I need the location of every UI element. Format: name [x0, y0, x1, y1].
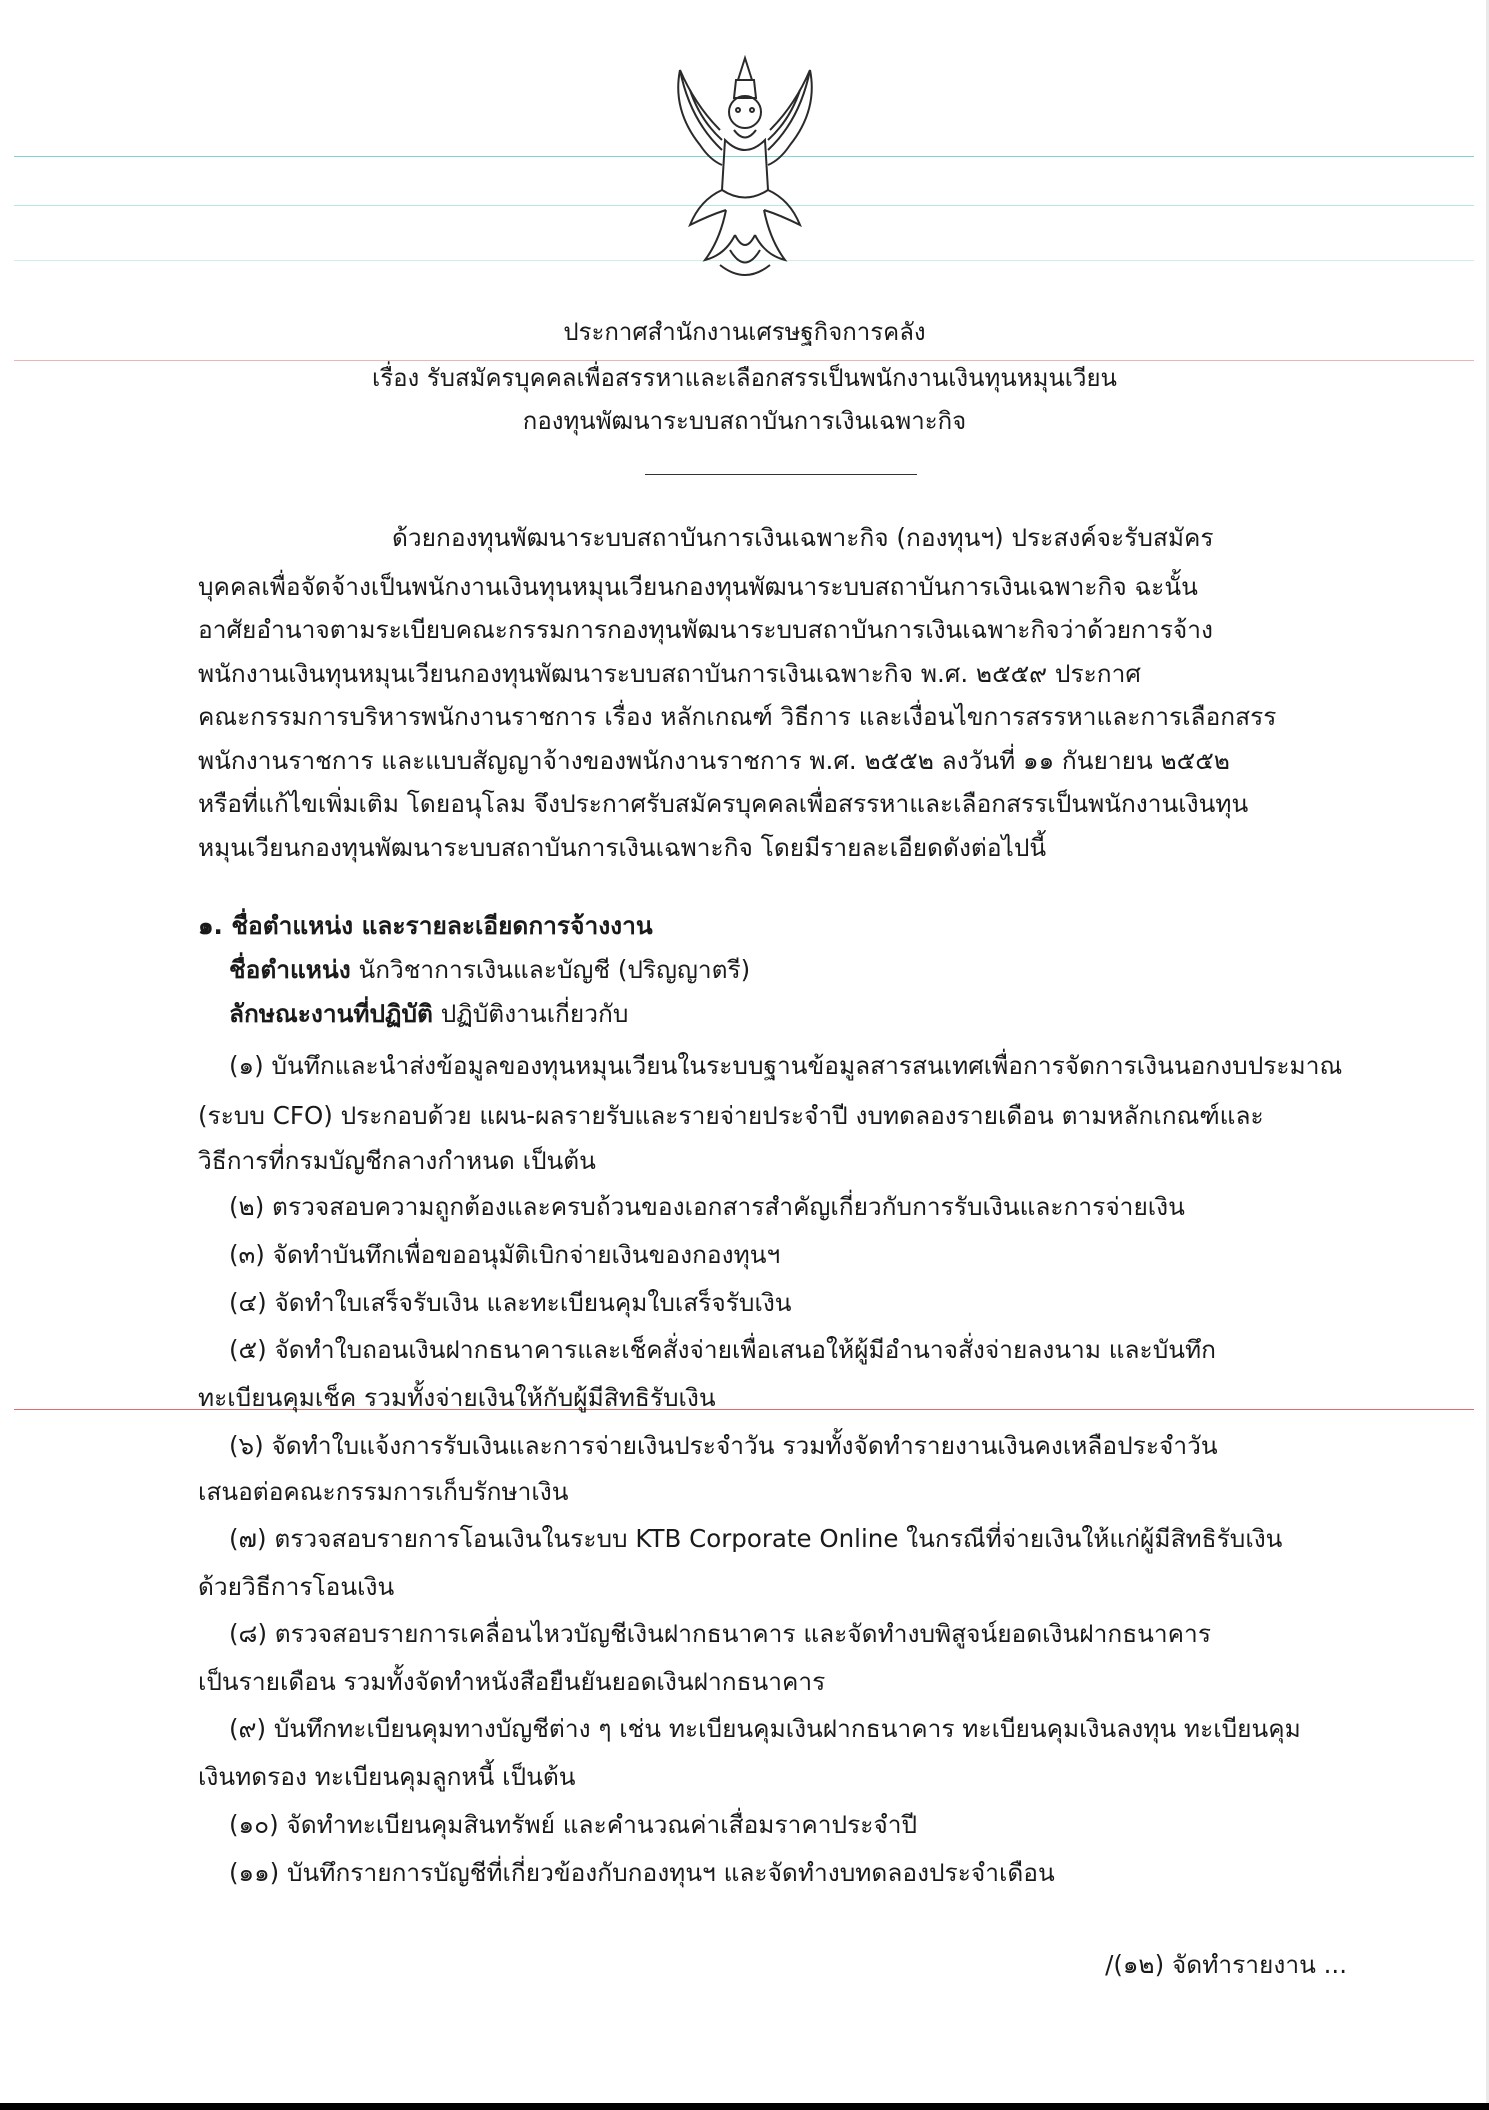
duty-line: ทะเบียนคุมเช็ค รวมทั้งจ่ายเงินให้กับผู้มีสิทธิรับเงิน [198, 1383, 716, 1412]
duty-line: (๖) จัดทำใบแจ้งการรับเงินและการจ่ายเงินประจำวัน รวมทั้งจัดทำรายงานเงินคงเหลือประจำวัน [229, 1431, 1218, 1460]
intro-line: หมุนเวียนกองทุนพัฒนาระบบสถาบันการเงินเฉพาะกิจ โดยมีรายละเอียดดังต่อไปนี้ [198, 833, 1047, 862]
position-value: นักวิชาการเงินและบัญชี (ปริญญาตรี) [350, 955, 751, 984]
intro-line: บุคคลเพื่อจัดจ้างเป็นพนักงานเงินทุนหมุนเวียนกองทุนพัฒนาระบบสถาบันการเงินเฉพาะกิจ ฉะนั้น [198, 572, 1198, 601]
duty-line: วิธีการที่กรมบัญชีกลางกำหนด เป็นต้น [198, 1146, 596, 1175]
announcement-subject: เรื่อง รับสมัครบุคคลเพื่อสรรหาและเลือกสรรเป็นพนักงานเงินทุนหมุนเวียน [372, 364, 1117, 392]
page-continuation: /(๑๒) จัดทำรายงาน ... [1105, 1950, 1347, 1979]
duty-line: (๑๑) บันทึกรายการบัญชีที่เกี่ยวข้องกับกองทุนฯ และจัดทำงบทดลองประจำเดือน [229, 1858, 1055, 1887]
announcement-title: ประกาศสำนักงานเศรษฐกิจการคลัง [563, 318, 926, 346]
duty-line: เสนอต่อคณะกรรมการเก็บรักษาเงิน [198, 1477, 569, 1506]
position-label: ชื่อตำแหน่ง [229, 955, 351, 984]
position-line [229, 953, 750, 987]
duty-line: เป็นรายเดือน รวมทั้งจัดทำหนังสือยืนยันยอดเงินฝากธนาคาร [198, 1667, 826, 1696]
garuda-emblem-icon [660, 50, 830, 285]
intro-line: พนักงานราชการ และแบบสัญญาจ้างของพนักงานราชการ พ.ศ. ๒๕๕๒ ลงวันที่ ๑๑ กันยายน ๒๕๕๒ [198, 746, 1230, 775]
duty-line: (๒) ตรวจสอบความถูกต้องและครบถ้วนของเอกสารสำคัญเกี่ยวกับการรับเงินและการจ่ายเงิน [229, 1192, 1185, 1221]
duties-value: ปฏิบัติงานเกี่ยวกับ [432, 999, 629, 1028]
header-divider [645, 474, 917, 475]
duty-line: (๑๐) จัดทำทะเบียนคุมสินทรัพย์ และคำนวณค่าเสื่อมราคาประจำปี [229, 1810, 918, 1839]
duty-line: (๘) ตรวจสอบรายการเคลื่อนไหวบัญชีเงินฝากธนาคาร และจัดทำงบพิสูจน์ยอดเงินฝากธนาคาร [229, 1619, 1211, 1648]
intro-line: คณะกรรมการบริหารพนักงานราชการ เรื่อง หลักเกณฑ์ วิธีการ และเงื่อนไขการสรรหาและการเลือกสรร [198, 702, 1277, 731]
duty-line: (๗) ตรวจสอบรายการโอนเงินในระบบ KTB Corporate Online ในกรณีที่จ่ายเงินให้แก่ผู้มีสิทธิรับเงิน [229, 1524, 1283, 1553]
scan-edge-bottom [0, 2103, 1489, 2110]
intro-line: อาศัยอำนาจตามระเบียบคณะกรรมการกองทุนพัฒนาระบบสถาบันการเงินเฉพาะกิจว่าด้วยการจ้าง [198, 615, 1213, 644]
duty-line: เงินทดรอง ทะเบียนคุมลูกหนี้ เป็นต้น [198, 1762, 576, 1791]
intro-line: ด้วยกองทุนพัฒนาระบบสถาบันการเงินเฉพาะกิจ (กองทุนฯ) ประสงค์จะรับสมัคร [392, 523, 1214, 552]
duty-line: (๔) จัดทำใบเสร็จรับเงิน และทะเบียนคุมใบเสร็จรับเงิน [229, 1288, 792, 1317]
duty-line: (๓) จัดทำบันทึกเพื่อขออนุมัติเบิกจ่ายเงินของกองทุนฯ [229, 1240, 781, 1269]
scan-line [14, 360, 1474, 361]
intro-line: หรือที่แก้ไขเพิ่มเติม โดยอนุโลม จึงประกาศรับสมัครบุคคลเพื่อสรรหาและเลือกสรรเป็นพนักงานเงินทุน [198, 789, 1249, 818]
duty-line: (๙) บันทึกทะเบียนคุมทางบัญชีต่าง ๆ เช่น ทะเบียนคุมเงินฝากธนาคาร ทะเบียนคุมเงินลงทุน ทะเบียนคุม [229, 1714, 1301, 1743]
duty-line: (๕) จัดทำใบถอนเงินฝากธนาคารและเช็คสั่งจ่ายเพื่อเสนอให้ผู้มีอำนาจสั่งจ่ายลงนาม และบันทึก [229, 1335, 1216, 1364]
section-heading: ๑. ชื่อตำแหน่ง และรายละเอียดการจ้างงาน [198, 911, 653, 940]
duty-line: (ระบบ CFO) ประกอบด้วย แผน-ผลรายรับและรายจ่ายประจำปี งบทดลองรายเดือน ตามหลักเกณฑ์และ [198, 1101, 1264, 1130]
intro-line: พนักงานเงินทุนหมุนเวียนกองทุนพัฒนาระบบสถาบันการเงินเฉพาะกิจ พ.ศ. ๒๕๕๙ ประกาศ [198, 659, 1141, 688]
duties-label: ลักษณะงานที่ปฏิบัติ [229, 999, 433, 1028]
duties-line [229, 997, 628, 1031]
duty-line: ด้วยวิธีการโอนเงิน [198, 1572, 395, 1601]
announcement-subject-line2: กองทุนพัฒนาระบบสถาบันการเงินเฉพาะกิจ [522, 407, 967, 435]
duty-line: (๑) บันทึกและนำส่งข้อมูลของทุนหมุนเวียนในระบบฐานข้อมูลสารสนเทศเพื่อการจัดการเงินนอกงบประมาณ [229, 1051, 1343, 1080]
